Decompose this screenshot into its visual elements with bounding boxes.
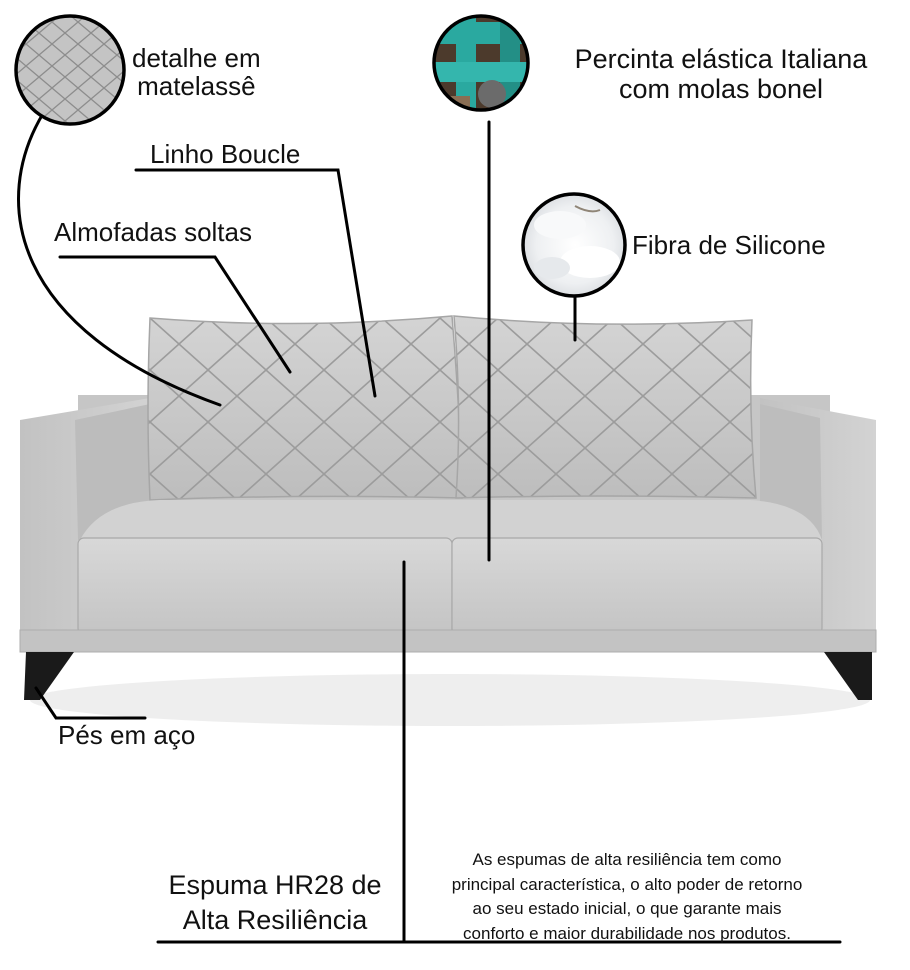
label-espuma-line1: Espuma HR28 de: [168, 870, 382, 900]
label-linho-boucle: Linho Boucle: [150, 139, 301, 169]
silicone-fiber-inset: [520, 190, 630, 300]
left-seat-top: [80, 500, 452, 540]
label-fibra-silicone: Fibra de Silicone: [632, 230, 826, 260]
left-pillow: [148, 316, 462, 500]
label-percinta-line1: Percinta elástica Italiana: [574, 44, 868, 74]
label-espuma-hr28: [150, 868, 400, 938]
foam-description-line3: ao seu estado inicial, o que garante mais: [472, 899, 782, 918]
label-espuma-line2: Alta Resiliência: [182, 905, 368, 935]
label-percinta: [551, 44, 891, 104]
foam-description-line1: As espumas de alta resiliência tem como: [472, 850, 782, 869]
right-seat-front: [452, 538, 822, 634]
label-detalhe-matelasse: [132, 44, 261, 100]
label-percinta-line2: com molas bonel: [618, 74, 824, 104]
spring-webbing-inset: [430, 10, 540, 120]
floor-shadow: [30, 674, 870, 726]
label-detalhe-line1: detalhe em: [132, 43, 261, 73]
foam-description-line4: conforto e maior durabilidade nos produtos.: [463, 923, 791, 943]
label-pes-aco: Pés em aço: [58, 720, 196, 750]
right-seat-top: [452, 500, 822, 540]
matelasse-detail-inset: [10, 10, 130, 130]
foam-description-line2: principal característica, o alto poder de retorno: [451, 874, 803, 894]
foam-description: [407, 848, 847, 946]
sofa-base: [20, 630, 876, 652]
left-seat-front: [78, 538, 452, 634]
label-almofadas-soltas: Almofadas soltas: [54, 217, 252, 247]
label-detalhe-line2: matelassê: [137, 71, 256, 101]
right-pillow: [454, 316, 756, 498]
